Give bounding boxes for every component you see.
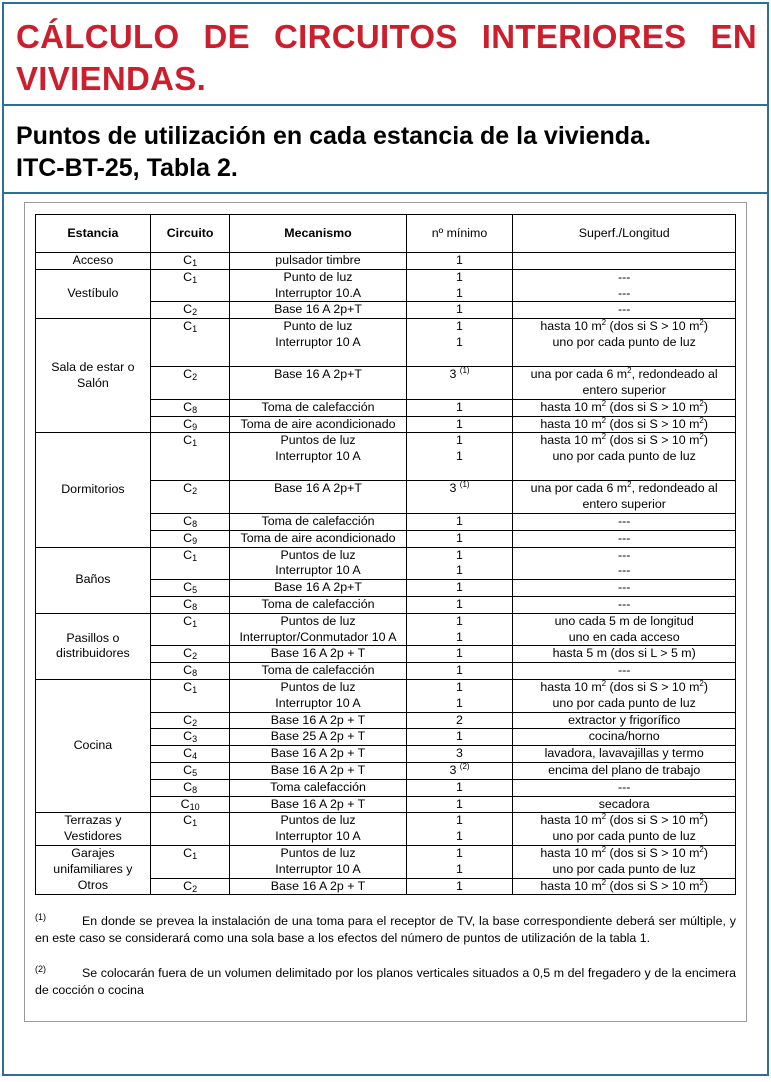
circuito-cell: $C_2$ [150, 712, 230, 729]
numero-minimo-cell: 1 1 [406, 269, 513, 302]
circuito-cell: $C_2$ [150, 481, 230, 514]
mecanismo-cell: Base 16 A 2p + T [230, 746, 406, 763]
header-circuito: Circuito [150, 215, 230, 253]
footnote-mark: (2) [35, 964, 46, 975]
superficie-cell: --- --- [513, 547, 736, 580]
superficie-cell: secadora [513, 796, 736, 813]
circuito-cell: $C_2$ [150, 302, 230, 319]
superficie-cell: lavadora, lavavajillas y termo [513, 746, 736, 763]
superficie-cell: hasta 10 $m^2$ (dos si S > 10 $m^2$) [513, 416, 736, 433]
page-frame [2, 2, 769, 1076]
mecanismo-cell: Toma de aire acondicionado [230, 530, 406, 547]
subtitle-line-1: Puntos de utilización en cada estancia de la vivienda. [16, 122, 651, 150]
superficie-cell: extractor y frigorífico [513, 712, 736, 729]
footnote-text: Se colocarán fuera de un volumen delimitado por los planos verticales situados a 0,5 m del fregadero y de la encimera de cocción o cocina [35, 966, 736, 998]
footnotes [35, 909, 736, 999]
estancia-cell: Terrazas y Vestidores [36, 813, 151, 846]
mecanismo-cell: Puntos de luz Interruptor 10 A [230, 845, 406, 878]
numero-minimo-cell: 1 [406, 796, 513, 813]
circuito-cell: $C_1$ [150, 319, 230, 367]
circuito-cell: $C_9$ [150, 416, 230, 433]
mecanismo-cell: Base 16 A 2p+T [230, 367, 406, 400]
header-numero-minimo: nº mínimo [406, 215, 513, 253]
mecanismo-cell: Base 25 A 2p + T [230, 729, 406, 746]
table-body [36, 253, 736, 895]
footnote [35, 961, 736, 999]
mecanismo-cell: Base 16 A 2p+T [230, 302, 406, 319]
mecanismo-cell: Puntos de luz Interruptor 10 A [230, 679, 406, 712]
numero-minimo-cell: 1 [406, 302, 513, 319]
estancia-cell: Vestíbulo [36, 269, 151, 318]
title-box [4, 4, 767, 106]
superficie-cell: --- [513, 513, 736, 530]
superficie-cell: hasta 10 $m^2$ (dos si S > 10 $m^2$) uno por cada punto de luz [513, 813, 736, 846]
circuito-cell: $C_1$ [150, 613, 230, 646]
mecanismo-cell: Toma de calefacción [230, 596, 406, 613]
mecanismo-cell: Toma de calefacción [230, 399, 406, 416]
numero-minimo-cell: 1 [406, 399, 513, 416]
superficie-cell: cocina/horno [513, 729, 736, 746]
numero-minimo-cell: 1 [406, 513, 513, 530]
numero-minimo-cell: 2 [406, 712, 513, 729]
numero-minimo-cell: 1 1 [406, 547, 513, 580]
numero-minimo-cell: 1 [406, 580, 513, 597]
page-subtitle [16, 120, 757, 184]
superficie-cell: --- [513, 302, 736, 319]
footnote-text: En donde se prevea la instalación de una toma para el receptor de TV, la base correspondiente deberá ser múltiple, y en este caso se considerará como una sola base a los efectos del número de puntos de utilización de la tabla 1. [35, 914, 736, 946]
numero-minimo-cell: 1 1 [406, 813, 513, 846]
mecanismo-cell: Toma de calefacción [230, 663, 406, 680]
estancia-cell: Sala de estar o Salón [36, 319, 151, 433]
superficie-cell: hasta 10 $m^2$ (dos si S > 10 $m^2$) [513, 878, 736, 895]
superficie-cell: --- [513, 530, 736, 547]
circuito-cell: $C_8$ [150, 663, 230, 680]
circuito-cell: $C_5$ [150, 580, 230, 597]
circuito-cell: $C_{10}$ [150, 796, 230, 813]
estancia-cell: Dormitorios [36, 433, 151, 547]
mecanismo-cell: Base 16 A 2p + T [230, 762, 406, 779]
superficie-cell: --- --- [513, 269, 736, 302]
table-header-row [36, 215, 736, 253]
mecanismo-cell: Base 16 A 2p + T [230, 646, 406, 663]
superficie-cell: uno cada 5 m de longitud uno en cada acceso [513, 613, 736, 646]
mecanismo-cell: Punto de luz Interruptor 10 A [230, 319, 406, 367]
superficie-cell: hasta 10 $m^2$ (dos si S > 10 $m^2$) [513, 399, 736, 416]
mecanismo-cell: Toma de aire acondicionado [230, 416, 406, 433]
header-estancia: Estancia [36, 215, 151, 253]
table-row [36, 253, 736, 270]
mecanismo-cell: Puntos de luz Interruptor 10 A [230, 547, 406, 580]
superficie-cell: hasta 10 $m^2$ (dos si S > 10 $m^2$) uno por cada punto de luz [513, 679, 736, 712]
table-row [36, 433, 736, 481]
circuito-cell: $C_8$ [150, 596, 230, 613]
numero-minimo-cell: 1 1 [406, 613, 513, 646]
mecanismo-cell: Base 16 A 2p + T [230, 796, 406, 813]
header-mecanismo: Mecanismo [230, 215, 406, 253]
circuito-cell: $C_5$ [150, 762, 230, 779]
superficie-cell: hasta 10 $m^2$ (dos si S > 10 $m^2$) uno por cada punto de luz [513, 433, 736, 481]
numero-minimo-cell: 1 [406, 416, 513, 433]
table-row [36, 547, 736, 580]
table-row [36, 679, 736, 712]
circuito-cell: $C_9$ [150, 530, 230, 547]
mecanismo-cell: pulsador timbre [230, 253, 406, 270]
mecanismo-cell: Base 16 A 2p+T [230, 580, 406, 597]
estancia-cell: Acceso [36, 253, 151, 270]
numero-minimo-cell: 1 [406, 596, 513, 613]
numero-minimo-cell: 3 $^{(1)}$ [406, 481, 513, 514]
numero-minimo-cell: 1 1 [406, 319, 513, 367]
circuito-cell: $C_2$ [150, 646, 230, 663]
superficie-cell: hasta 5 m (dos si L > 5 m) [513, 646, 736, 663]
mecanismo-cell: Puntos de luz Interruptor 10 A [230, 813, 406, 846]
mecanismo-cell: Puntos de luz Interruptor/Conmutador 10 A [230, 613, 406, 646]
circuito-cell: $C_8$ [150, 779, 230, 796]
numero-minimo-cell: 1 [406, 663, 513, 680]
circuito-cell: $C_1$ [150, 845, 230, 878]
numero-minimo-cell: 1 [406, 878, 513, 895]
superficie-cell: --- [513, 779, 736, 796]
mecanismo-cell: Toma calefacción [230, 779, 406, 796]
numero-minimo-cell: 3 $^{(2)}$ [406, 762, 513, 779]
subtitle-line-2: ITC-BT-25, Tabla 2. [16, 154, 238, 182]
superficie-cell: --- [513, 580, 736, 597]
table-row [36, 813, 736, 846]
circuito-cell: $C_1$ [150, 269, 230, 302]
superficie-cell: --- [513, 596, 736, 613]
document-frame [24, 202, 747, 1022]
numero-minimo-cell: 3 $^{(1)}$ [406, 367, 513, 400]
table-row [36, 269, 736, 302]
table-row [36, 319, 736, 367]
superficie-cell: una por cada 6 $m^2$, redondeado al entero superior [513, 481, 736, 514]
mecanismo-cell: Puntos de luz Interruptor 10 A [230, 433, 406, 481]
superficie-cell: encima del plano de trabajo [513, 762, 736, 779]
numero-minimo-cell: 1 [406, 530, 513, 547]
numero-minimo-cell: 1 [406, 646, 513, 663]
circuito-cell: $C_1$ [150, 433, 230, 481]
circuito-cell: $C_1$ [150, 547, 230, 580]
numero-minimo-cell: 1 1 [406, 845, 513, 878]
estancia-cell: Cocina [36, 679, 151, 812]
circuito-cell: $C_1$ [150, 679, 230, 712]
superficie-cell: hasta 10 $m^2$ (dos si S > 10 $m^2$) uno por cada punto de luz [513, 845, 736, 878]
itc-table [35, 214, 736, 895]
circuito-cell: $C_2$ [150, 878, 230, 895]
numero-minimo-cell: 1 [406, 729, 513, 746]
numero-minimo-cell: 1 [406, 779, 513, 796]
estancia-cell: Pasillos o distribuidores [36, 613, 151, 679]
circuito-cell: $C_8$ [150, 399, 230, 416]
superficie-cell: hasta 10 $m^2$ (dos si S > 10 $m^2$) uno por cada punto de luz [513, 319, 736, 367]
header-superficie-longitud: Superf./Longitud [513, 215, 736, 253]
superficie-cell: una por cada 6 $m^2$, redondeado al entero superior [513, 367, 736, 400]
numero-minimo-cell: 1 [406, 253, 513, 270]
table-row [36, 845, 736, 878]
numero-minimo-cell: 1 1 [406, 433, 513, 481]
numero-minimo-cell: 3 [406, 746, 513, 763]
mecanismo-cell: Base 16 A 2p + T [230, 878, 406, 895]
superficie-cell [513, 253, 736, 270]
footnote-mark: (1) [35, 912, 46, 923]
content [4, 202, 767, 1022]
circuito-cell: $C_1$ [150, 253, 230, 270]
circuito-cell: $C_1$ [150, 813, 230, 846]
footnote [35, 909, 736, 947]
circuito-cell: $C_8$ [150, 513, 230, 530]
table-row [36, 613, 736, 646]
circuito-cell: $C_2$ [150, 367, 230, 400]
estancia-cell: Garajes unifamiliares y Otros [36, 845, 151, 894]
circuito-cell: $C_4$ [150, 746, 230, 763]
circuito-cell: $C_3$ [150, 729, 230, 746]
page-title: CÁLCULO DE CIRCUITOS INTERIORES EN VIVIENDAS. [16, 18, 757, 97]
superficie-cell: --- [513, 663, 736, 680]
mecanismo-cell: Base 16 A 2p+T [230, 481, 406, 514]
estancia-cell: Baños [36, 547, 151, 613]
mecanismo-cell: Base 16 A 2p + T [230, 712, 406, 729]
mecanismo-cell: Toma de calefacción [230, 513, 406, 530]
subtitle-box [4, 106, 767, 194]
numero-minimo-cell: 1 1 [406, 679, 513, 712]
mecanismo-cell: Punto de luz Interruptor 10.A [230, 269, 406, 302]
